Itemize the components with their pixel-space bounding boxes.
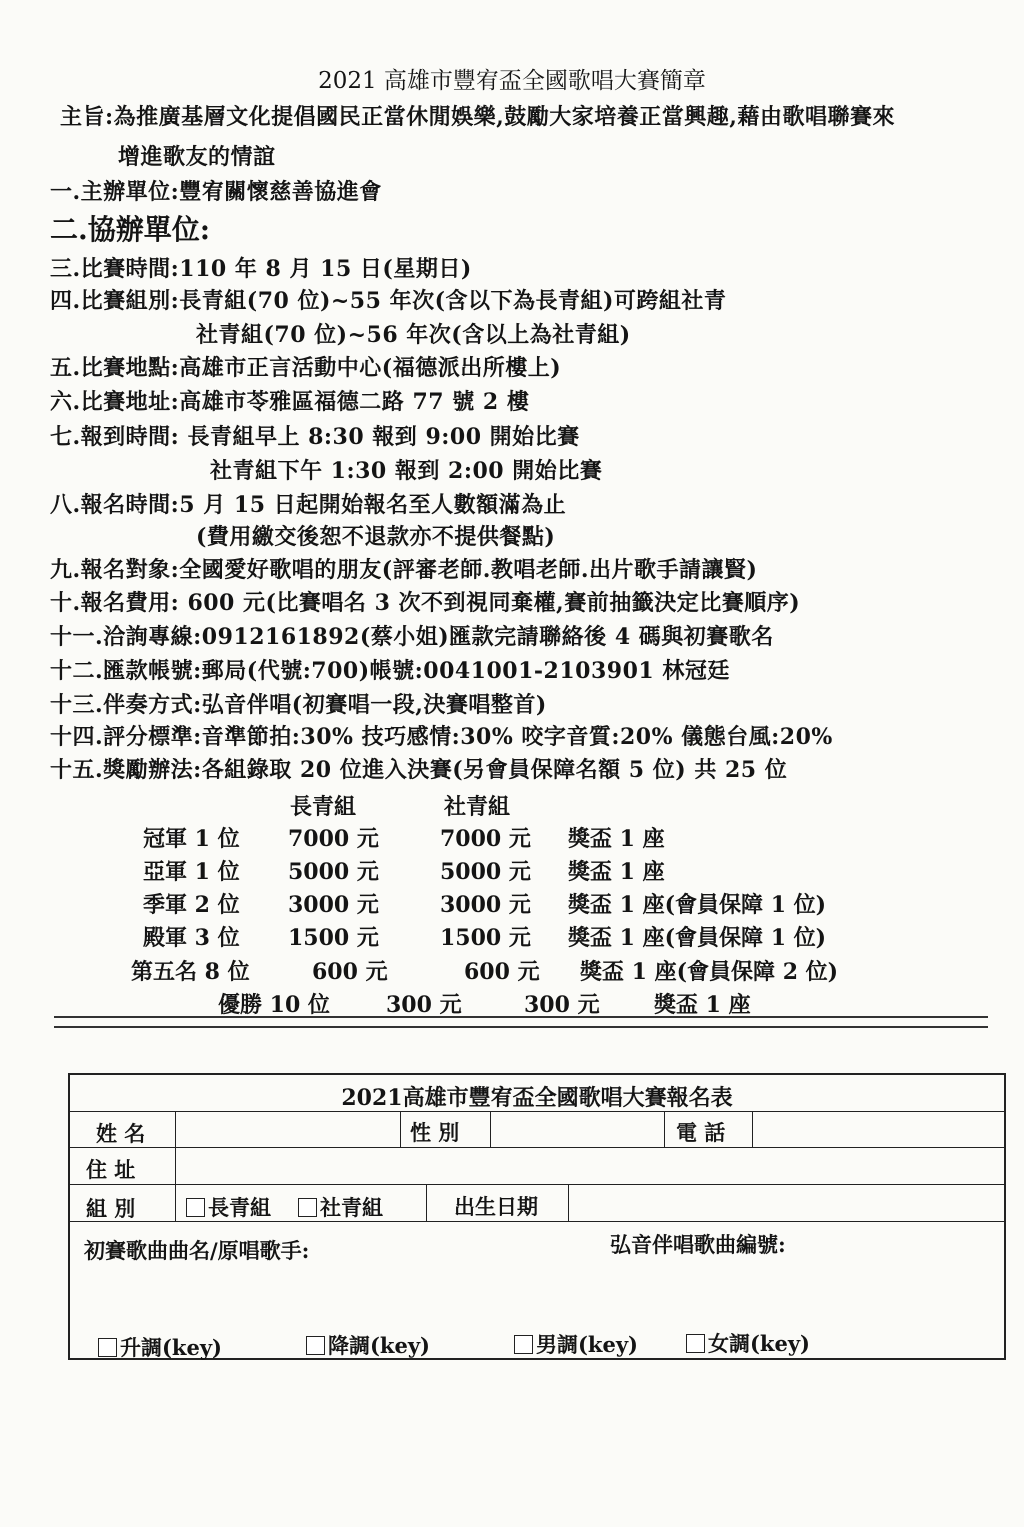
- item-registration: 八.報名時間:5 月 15 日起開始報名至人數額滿為止: [50, 492, 567, 518]
- birth-date-field[interactable]: [576, 1191, 1000, 1217]
- prize-senior: 7000 元: [288, 826, 379, 852]
- prize-award: 獎盃 1 座(會員保障 1 位): [568, 925, 827, 951]
- item-accompaniment: 十三.伴奏方式:弘音伴唱(初賽唱一段,決賽唱整首): [50, 692, 547, 718]
- cut-line-divider: [54, 1016, 988, 1028]
- prize-youth: 300 元: [524, 992, 600, 1018]
- gender-label: 性 別: [410, 1120, 460, 1145]
- item-awards: 十五.獎勵辦法:各組錄取 20 位進入決賽(另會員保障名額 5 位) 共 25 位: [50, 757, 788, 783]
- item-groups: 四.比賽組別:長青組(70 位)~55 年次(含以下為長青組)可跨組社青: [50, 288, 727, 314]
- group-option-senior-label: 長青組: [208, 1195, 271, 1220]
- form-title-row: [70, 1075, 1004, 1112]
- divider: [175, 1148, 176, 1184]
- song-title-field[interactable]: [84, 1267, 588, 1319]
- item-fee: 十.報名費用: 600 元(比賽唱名 3 次不到視同棄權,賽前抽籤決定比賽順序): [50, 590, 801, 616]
- item-checkin-youth: 社青組下午 1:30 報到 2:00 開始比賽: [210, 458, 603, 484]
- divider: [568, 1185, 569, 1221]
- item-scoring: 十四.評分標準:音準節拍:30% 技巧感情:30% 咬字音質:20% 儀態台風:20%: [50, 724, 833, 750]
- item-registration-note: (費用繳交後恕不退款亦不提供餐點): [196, 524, 556, 550]
- checkbox-icon[interactable]: [298, 1198, 317, 1217]
- key-up-label: 升調(key): [120, 1335, 222, 1360]
- group-option-youth-label: 社青組: [320, 1195, 383, 1220]
- prize-award: 獎盃 1 座: [654, 992, 751, 1018]
- address-label: 住 址: [86, 1157, 136, 1182]
- prize-rank: 殿軍 3 位: [143, 925, 240, 951]
- phone-label: 電 話: [676, 1120, 726, 1145]
- phone-field[interactable]: [760, 1117, 999, 1143]
- key-down-option[interactable]: [306, 1330, 430, 1360]
- prize-award: 獎盃 1 座: [568, 859, 665, 885]
- key-up-option[interactable]: [98, 1332, 222, 1362]
- prize-youth: 600 元: [464, 959, 540, 985]
- gender-field[interactable]: [498, 1117, 662, 1143]
- document-title: 2021 高雄市豐宥盃全國歌唱大賽簡章: [318, 68, 706, 94]
- group-option-youth[interactable]: [298, 1192, 383, 1222]
- item-address: 六.比賽地址:高雄市苓雅區福德二路 77 號 2 樓: [50, 389, 530, 415]
- divider: [490, 1112, 491, 1147]
- prize-rank: 第五名 8 位: [131, 959, 250, 985]
- divider: [664, 1112, 665, 1147]
- divider: [175, 1185, 176, 1221]
- prize-award: 獎盃 1 座: [568, 826, 665, 852]
- address-field[interactable]: [182, 1154, 996, 1180]
- divider: [426, 1185, 427, 1221]
- checkbox-icon[interactable]: [306, 1336, 325, 1355]
- form-row-group: [70, 1185, 1004, 1222]
- group-label: 組 別: [86, 1196, 136, 1221]
- key-male-label: 男調(key): [536, 1332, 638, 1357]
- name-field[interactable]: [182, 1117, 396, 1143]
- prize-senior: 300 元: [386, 992, 462, 1018]
- prize-header-senior: 長青組: [290, 794, 357, 820]
- prize-youth: 1500 元: [440, 925, 531, 951]
- checkbox-icon[interactable]: [186, 1198, 205, 1217]
- checkbox-icon[interactable]: [98, 1338, 117, 1357]
- key-female-label: 女調(key): [708, 1331, 810, 1356]
- item-bank-account: 十二.匯款帳號:郵局(代號:700)帳號:0041001-2103901 林冠廷: [50, 658, 730, 684]
- form-title: 2021高雄市豐宥盃全國歌唱大賽報名表: [341, 1085, 733, 1111]
- birth-label: 出生日期: [454, 1194, 538, 1219]
- item-organizer: 一.主辦單位:豐宥關懷慈善協進會: [50, 179, 382, 205]
- prize-award: 獎盃 1 座(會員保障 1 位): [568, 892, 827, 918]
- item-date: 三.比賽時間:110 年 8 月 15 日(星期日): [50, 256, 472, 282]
- item-venue: 五.比賽地點:高雄市正言活動中心(福德派出所樓上): [50, 355, 562, 381]
- form-row-name: [70, 1112, 1004, 1148]
- prize-senior: 5000 元: [288, 859, 379, 885]
- song-label: 初賽歌曲曲名/原唱歌手:: [84, 1238, 310, 1263]
- item-groups-youth: 社青組(70 位)~56 年次(含以上為社青組): [196, 322, 631, 348]
- item-co-organizer: 二.協辦單位:: [50, 213, 211, 246]
- name-label: 姓 名: [96, 1121, 146, 1146]
- key-down-label: 降調(key): [328, 1333, 430, 1358]
- purpose-line-1: 主旨:為推廣基層文化提倡國民正當休閒娛樂,鼓勵大家培養正當興趣,藉由歌唱聯賽來: [60, 104, 895, 130]
- prize-award: 獎盃 1 座(會員保障 2 位): [580, 959, 839, 985]
- prize-youth: 5000 元: [440, 859, 531, 885]
- prize-senior: 1500 元: [288, 925, 379, 951]
- prize-rank: 冠軍 1 位: [143, 826, 240, 852]
- purpose-line-2: 增進歌友的情誼: [118, 144, 276, 170]
- song-number-label: 弘音伴唱歌曲編號:: [610, 1232, 786, 1257]
- registration-form: [68, 1073, 1006, 1360]
- key-female-option[interactable]: [686, 1328, 810, 1358]
- checkbox-icon[interactable]: [514, 1335, 533, 1354]
- form-row-address: [70, 1148, 1004, 1185]
- prize-rank: 優勝 10 位: [218, 992, 330, 1018]
- prize-rank: 季軍 2 位: [143, 892, 240, 918]
- key-male-option[interactable]: [514, 1329, 638, 1359]
- divider: [175, 1112, 176, 1147]
- prize-youth: 3000 元: [440, 892, 531, 918]
- checkbox-icon[interactable]: [686, 1334, 705, 1353]
- prize-header-youth: 社青組: [444, 794, 511, 820]
- prize-senior: 3000 元: [288, 892, 379, 918]
- item-eligibility: 九.報名對象:全國愛好歌唱的朋友(評審老師.教唱老師.出片歌手請讓賢): [50, 557, 758, 583]
- item-hotline: 十一.洽詢專線:0912161892(蔡小姐)匯款完請聯絡後 4 碼與初賽歌名: [50, 624, 774, 650]
- song-number-field[interactable]: [610, 1261, 994, 1313]
- divider: [400, 1112, 401, 1147]
- prize-senior: 600 元: [312, 959, 388, 985]
- prize-rank: 亞軍 1 位: [143, 859, 240, 885]
- prize-youth: 7000 元: [440, 826, 531, 852]
- divider: [752, 1112, 753, 1147]
- group-option-senior[interactable]: [186, 1192, 271, 1222]
- item-checkin: 七.報到時間: 長青組早上 8:30 報到 9:00 開始比賽: [50, 424, 580, 450]
